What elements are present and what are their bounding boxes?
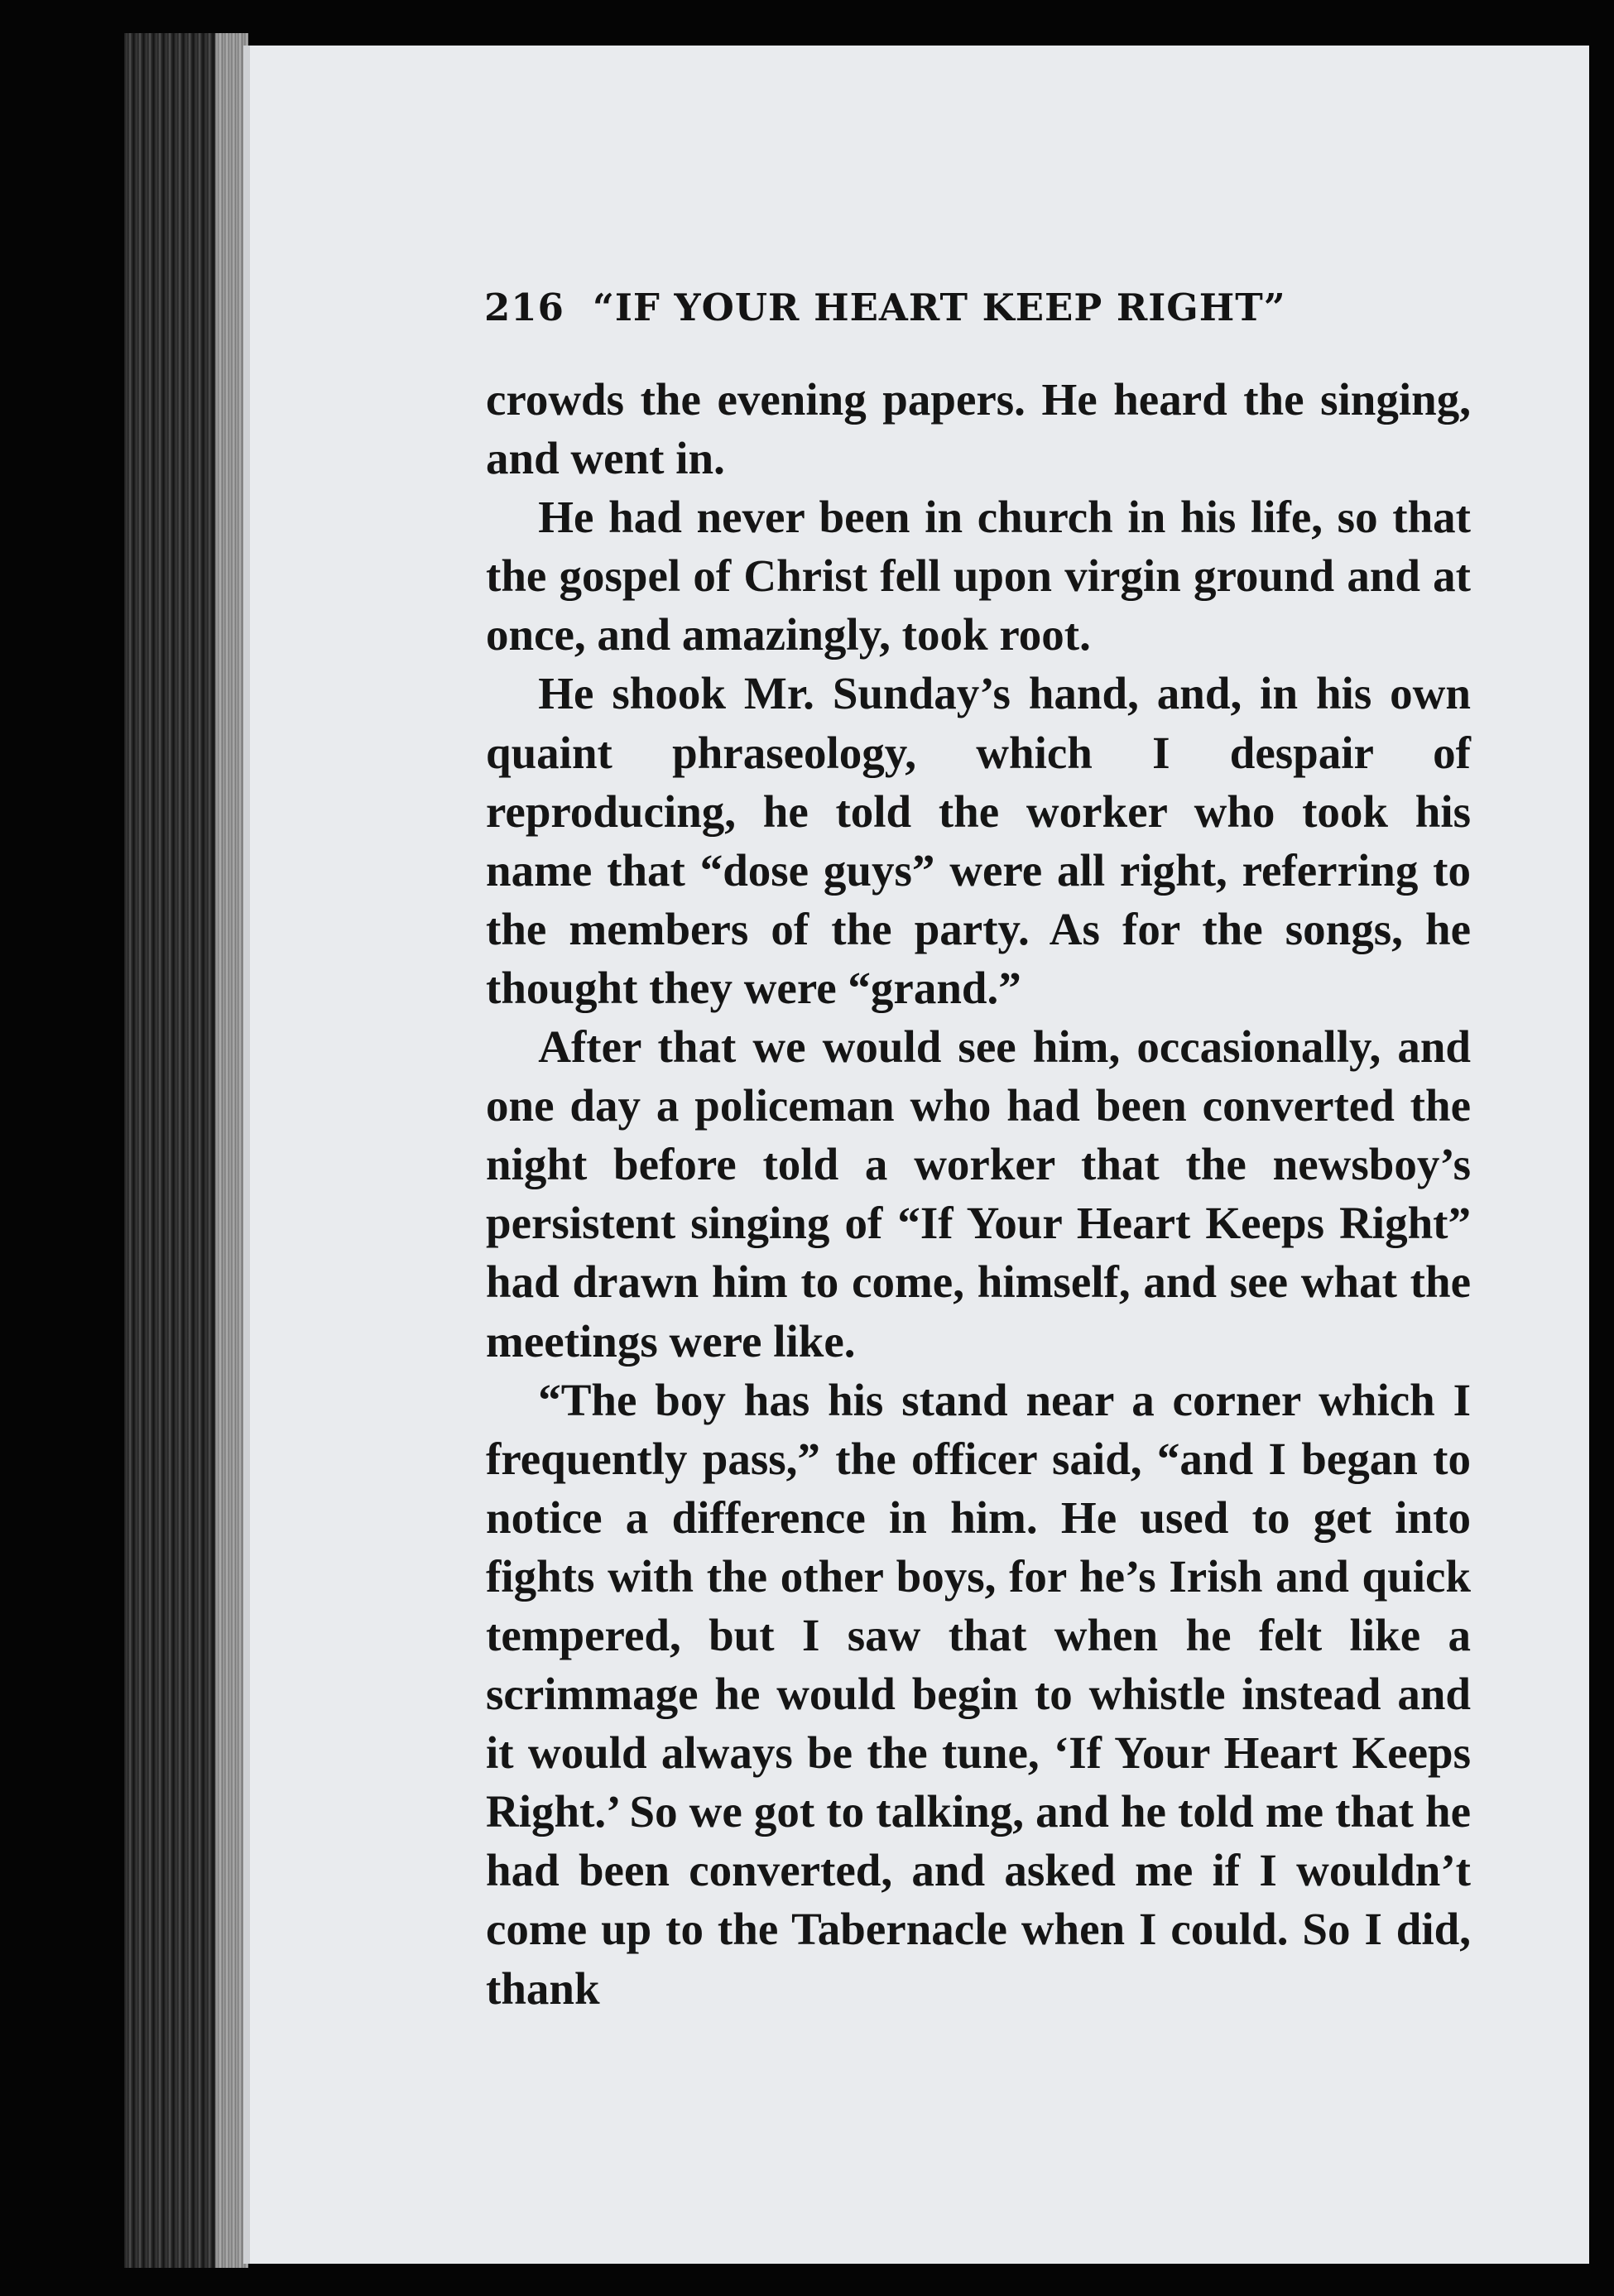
page-number: 216 [484, 286, 564, 329]
paragraph-4: After that we would see him, occasionally, and one day a policeman who had been converted the night before told a worker that the newsboy’s persistent singing of “If Your Heart Keeps Right” had drawn him to come, himself, and see what the meetings were like. [486, 1021, 1471, 1367]
body-text [486, 370, 1471, 2018]
paragraph-2: He had never been in church in his life, so that the gospel of Christ fell upon virgin ground and at once, and amazingly, took root. [486, 492, 1471, 660]
paragraph-3: He shook Mr. Sunday’s hand, and, in his own quaint phraseology, which I despair of reproducing, he told the worker who took his name that “dose guys” were all right, referring to the members of the party. As for the songs, he thought they were “grand.” [486, 668, 1471, 1013]
paragraph-5: “The boy has his stand near a corner which I frequently pass,” the officer said, “and I began to notice a difference in him. He used to get into fights with the other boys, for he’s Irish and quick tempered, but I saw that when he felt like a scrimmage he would begin to whistle instead and it would always be the tune, ‘If Your Heart Keeps Right.’ So we got to talking, and he told me that he had been converted, and asked me if I wouldn’t come up to the Tabernacle when I could. So I did, thank [486, 1374, 1471, 2014]
running-head [484, 286, 1614, 329]
running-head-title: “IF YOUR HEART KEEP RIGHT” [592, 286, 1286, 329]
paragraph-1: crowds the evening papers. He heard the singing, and went in. [486, 374, 1471, 484]
book-page [248, 46, 1589, 2264]
book-page-edges [124, 33, 248, 2268]
